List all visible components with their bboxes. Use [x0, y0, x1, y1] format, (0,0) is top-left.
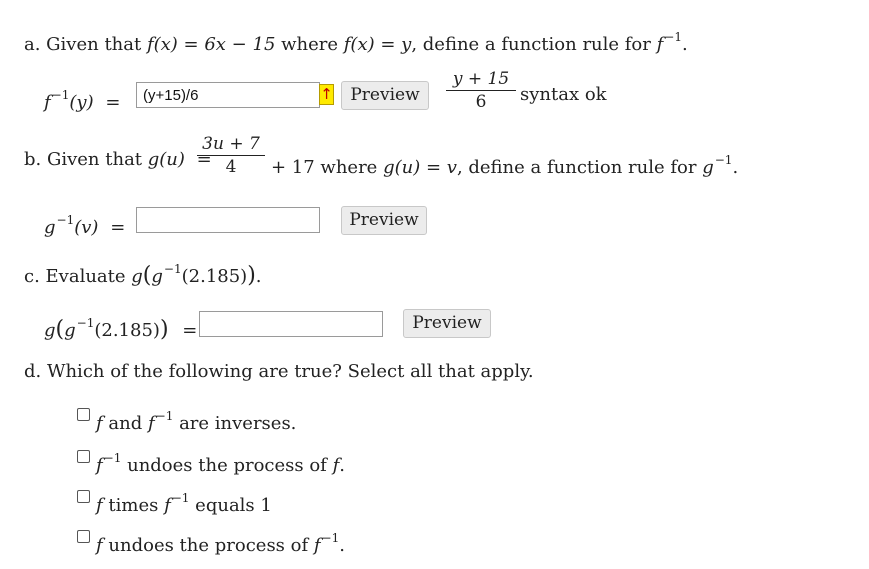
option-4-text1: undoes the process of [102, 535, 314, 556]
option-1-f2: f [147, 413, 155, 434]
part-a-preview-fraction [446, 69, 516, 112]
part-a-sup: −1 [664, 30, 682, 44]
part-b-gu: g(u) [147, 149, 185, 170]
option-2-sup: −1 [103, 451, 122, 465]
part-a-question [24, 26, 688, 56]
part-c-answer-g: g [44, 320, 56, 341]
part-b-fraction [197, 134, 265, 177]
option-3-f: f [96, 495, 103, 516]
option-1-sup: −1 [155, 409, 174, 423]
part-c-g2: g [151, 266, 163, 287]
part-a-answer-sup: −1 [51, 88, 70, 102]
part-a-f: f [656, 34, 664, 55]
option-1-text2: are inverses. [173, 413, 297, 434]
part-b-suffix-group [271, 149, 738, 179]
part-b-answer-label [44, 209, 125, 239]
option-1-f: f [96, 413, 103, 434]
part-b-prefix: b. Given that [24, 149, 148, 170]
part-b-answer-eq: = [110, 217, 126, 238]
part-a-preview-numerator: y + 15 [452, 69, 510, 89]
part-b-answer-g: g [44, 217, 56, 238]
option-1-label[interactable] [96, 405, 296, 435]
fraction-bar [446, 90, 516, 91]
part-b-denominator: 4 [225, 157, 237, 177]
part-d-question: d. Which of the following are true? Select all that apply. [24, 361, 534, 382]
option-3-label[interactable] [96, 487, 272, 517]
part-c-answer-label: $g(g^{-1}(2.185))$ = [44, 316, 198, 342]
part-b-plus: + 17 where [271, 157, 384, 178]
option-1-text1: and [102, 413, 148, 434]
part-c-answer-arg: (2.185) [94, 320, 160, 341]
option-3-sup: −1 [171, 491, 190, 505]
syntax-status: syntax ok [520, 84, 607, 105]
option-2-f: f [96, 455, 103, 476]
part-c-sup: −1 [163, 262, 182, 276]
part-a-answer-label [44, 84, 120, 114]
part-c-preview-button[interactable]: Preview [403, 309, 491, 338]
option-4-f: f [96, 535, 103, 556]
part-c-arg: (2.185) [181, 266, 248, 287]
part-b-suffix: , define a function rule for [456, 157, 703, 178]
part-a-eq: = [177, 34, 205, 55]
part-a-expr: 6x − 15 [204, 34, 276, 55]
part-c-answer-g2: g [64, 320, 76, 341]
part-b-answer-input[interactable] [136, 207, 320, 233]
fraction-bar [197, 155, 265, 156]
part-c-period: . [255, 266, 262, 287]
option-3-text1: times [102, 495, 165, 516]
part-a-period: . [681, 34, 688, 55]
part-c-g: g [131, 266, 143, 287]
part-b-preview-button[interactable]: Preview [341, 206, 427, 235]
part-a-answer-f: f [44, 92, 51, 113]
part-a-where: where [275, 34, 344, 55]
option-2-text2: . [339, 455, 345, 476]
part-a-answer-arg: (y) [69, 92, 94, 113]
part-a-preview-button[interactable]: Preview [341, 81, 429, 110]
part-b-answer-sup: −1 [56, 213, 75, 227]
option-4-label[interactable] [96, 527, 345, 557]
part-a-preview-denominator: 6 [475, 92, 487, 112]
part-a-fx2: f(x) [343, 34, 375, 55]
part-b-numerator: 3u + 7 [202, 134, 260, 154]
part-c-prefix: c. Evaluate [24, 266, 132, 287]
part-b-v: v [446, 157, 457, 178]
part-a-suffix: , define a function rule for [411, 34, 657, 55]
part-b-gu2: g(u) [383, 157, 421, 178]
part-a-fx: f(x) [146, 34, 178, 55]
warning-arrow-icon[interactable]: ↑ [320, 85, 333, 103]
part-b-eq: = [196, 149, 212, 170]
option-2-f2: f [332, 455, 340, 476]
option-4-sup: −1 [321, 531, 340, 545]
option-2-label[interactable] [96, 447, 345, 477]
part-b-prefix-group [24, 149, 212, 171]
part-b-eq2: = [420, 157, 447, 178]
option-4-f2: f [313, 535, 321, 556]
part-a-eq2: = [374, 34, 402, 55]
part-a-prefix: a. Given that [24, 34, 147, 55]
part-c-answer-eq: = [182, 320, 198, 341]
part-c-answer-sup: −1 [76, 316, 95, 330]
option-2-checkbox[interactable] [77, 450, 90, 463]
option-3-text2: equals 1 [189, 495, 272, 516]
part-a-y: y [401, 34, 412, 55]
option-3-f2: f [164, 495, 171, 516]
option-4-text2: . [339, 535, 345, 556]
part-c-answer-input[interactable] [199, 311, 383, 337]
option-1-checkbox[interactable] [77, 408, 90, 421]
option-4-checkbox[interactable] [77, 530, 90, 543]
option-3-checkbox[interactable] [77, 490, 90, 503]
part-b-answer-arg: (v) [74, 217, 99, 238]
part-a-answer-eq: = [105, 92, 121, 113]
part-b-g: g [702, 157, 714, 178]
option-2-text1: undoes the process of [121, 455, 333, 476]
part-c-question: c. Evaluate $g(g^{-1}(2.185))$. [24, 262, 262, 288]
part-a-answer-input[interactable] [136, 82, 320, 108]
part-b-period: . [732, 157, 739, 178]
part-b-sup: −1 [714, 153, 733, 167]
